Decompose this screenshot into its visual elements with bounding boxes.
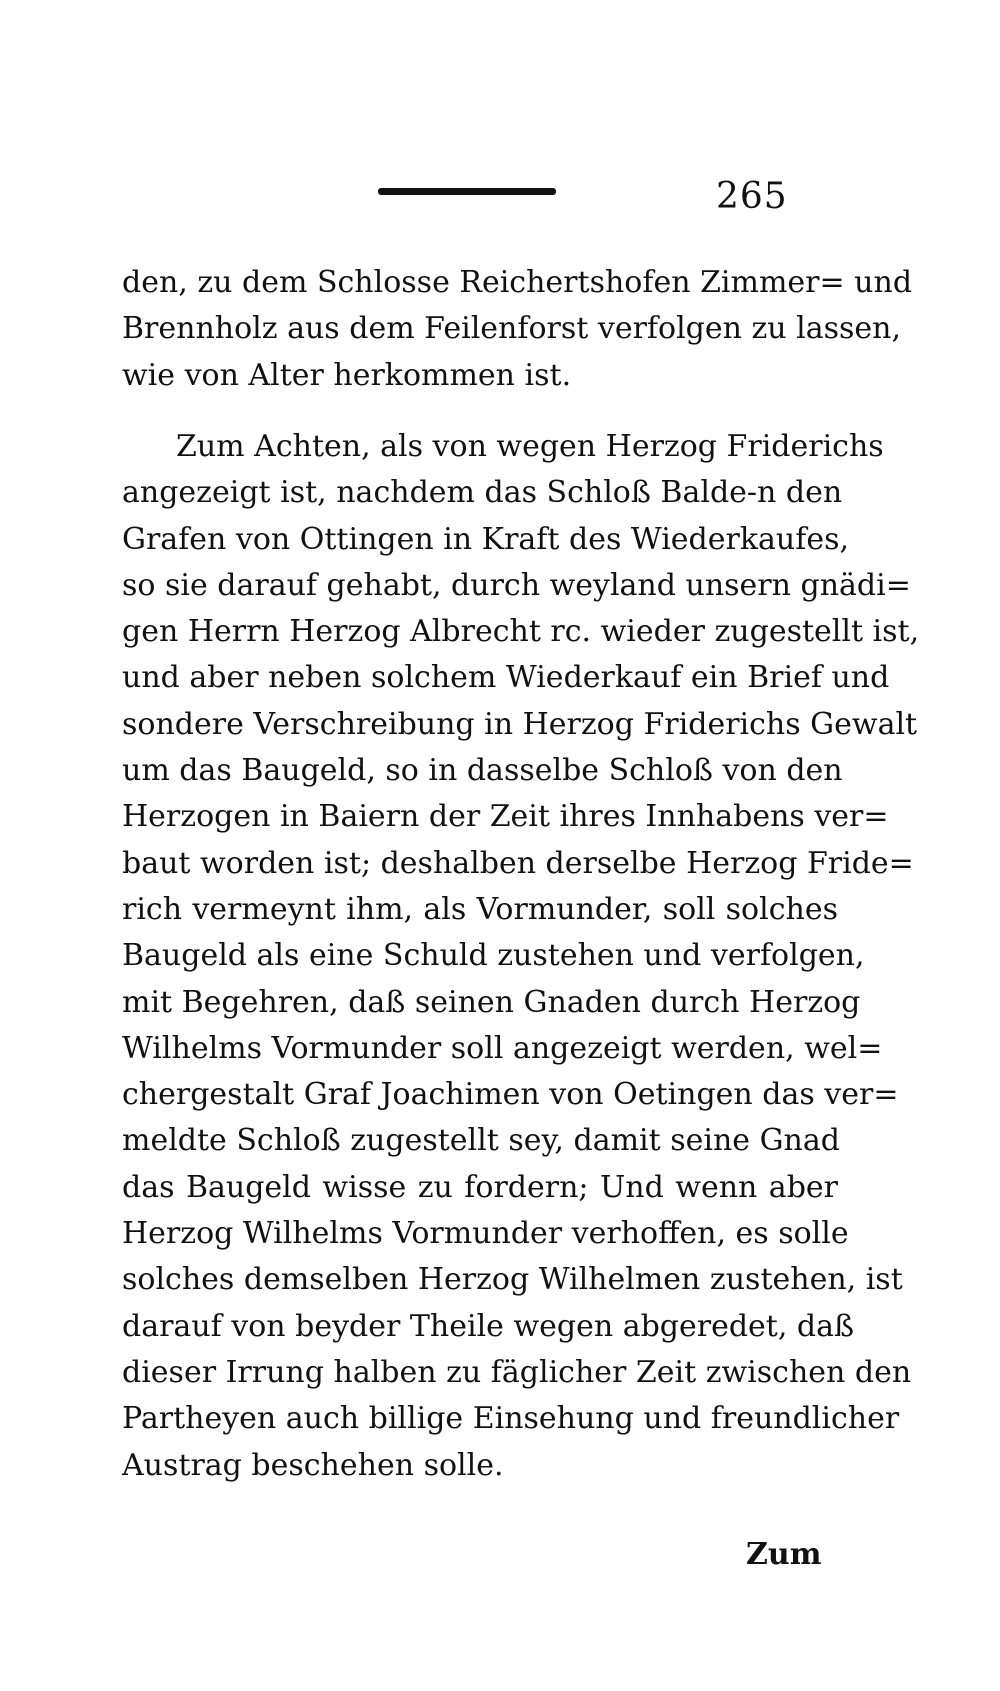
text-line: meldte Schloß zugestellt sey, damit seine Gnad: [122, 1123, 840, 1159]
page-number: 265: [716, 176, 788, 217]
text-line: gen Herrn Herzog Albrecht rc. wieder zugestellt ist,: [122, 614, 920, 650]
text-line: Brennholz aus dem Feilenforst verfolgen zu lassen,: [122, 311, 902, 347]
paragraph-1: [122, 260, 913, 399]
text-line: so sie darauf gehabt, durch weyland unsern gnädi=: [122, 567, 911, 603]
text-line: dieser Irrung halben zu fäglicher Zeit zwischen den: [122, 1354, 912, 1390]
text-line: Partheyen auch billige Einsehung und freundlicher: [122, 1401, 900, 1437]
text-line: Herzogen in Baiern der Zeit ihres Innhabens ver=: [122, 799, 889, 835]
text-line: darauf von beyder Theile wegen abgeredet, daß: [122, 1308, 855, 1344]
text-line: Austrag beschehen solle.: [122, 1447, 504, 1483]
text-line: Grafen von Ottingen in Kraft des Wiederkaufes,: [122, 521, 850, 557]
header-rule: [378, 188, 556, 195]
text-line: Baugeld als eine Schuld zustehen und verfolgen,: [122, 938, 865, 974]
text-line: Herzog Wilhelms Vormunder verhoffen, es solle: [122, 1216, 849, 1252]
text-line: Wilhelms Vormunder soll angezeigt werden, wel=: [122, 1030, 883, 1066]
text-line: das Baugeld wisse zu fordern; Und wenn aber: [122, 1169, 838, 1205]
text-line: angezeigt ist, nachdem das Schloß Balde-n den: [122, 475, 843, 511]
text-line: und aber neben solchem Wiederkauf ein Brief und: [122, 660, 890, 696]
text-line: chergestalt Graf Joachimen von Oetingen das ver=: [122, 1077, 899, 1113]
text-line: wie von Alter herkommen ist.: [122, 357, 572, 393]
text-line: sondere Verschreibung in Herzog Friderichs Gewalt: [122, 706, 918, 742]
text-line: um das Baugeld, so in dasselbe Schloß von den: [122, 753, 843, 789]
text-line: rich vermeynt ihm, als Vormunder, soll solches: [122, 891, 838, 927]
text-line: baut worden ist; deshalben derselbe Herzog Fride=: [122, 845, 914, 881]
text-line: Zum Achten, als von wegen Herzog Friderichs: [176, 429, 884, 464]
paragraph-2: [122, 424, 920, 1489]
text-line: solches demselben Herzog Wilhelmen zustehen, ist: [122, 1262, 903, 1298]
text-line: den, zu dem Schlosse Reichertshofen Zimmer= und: [122, 265, 913, 300]
catchword: Zum: [746, 1537, 822, 1572]
text-line: mit Begehren, daß seinen Gnaden durch Herzog: [122, 984, 861, 1020]
